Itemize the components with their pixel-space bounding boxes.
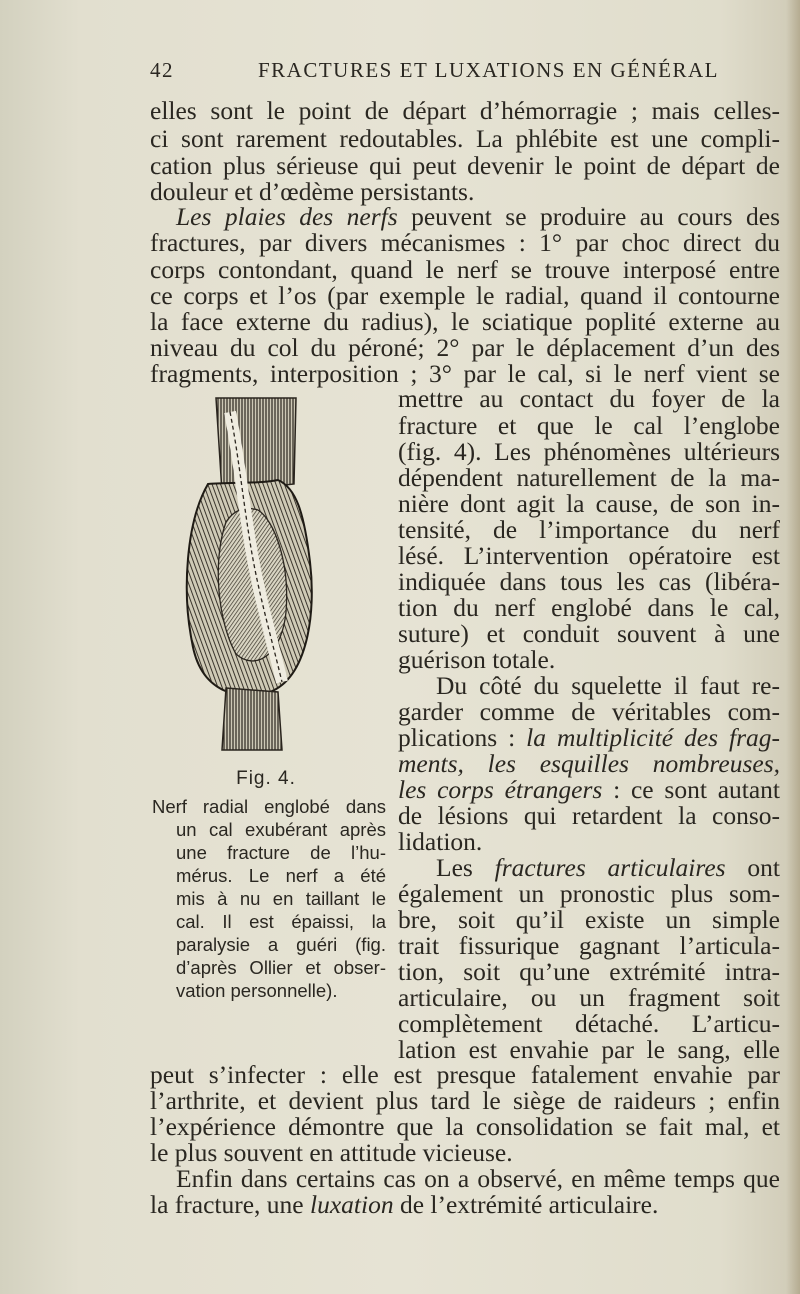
bone-callus-engraving [178, 392, 318, 756]
text-line: suture) et conduit souvent à une [398, 619, 780, 648]
text-line: tion du nerf englobé dans le cal, [398, 593, 780, 622]
text-line: douleur et d’œdème persistants. [150, 177, 475, 206]
figure-caption-line: mis à nu en taillant le [176, 888, 386, 909]
text-line: également un pronostic plus som- [398, 879, 780, 908]
text-line: la fracture, une luxation de l’extrémité articulaire. [150, 1190, 659, 1219]
page-number: 42 [150, 58, 174, 82]
text-line: les corps étrangers : ce sont autant [398, 775, 780, 804]
figure-caption-line: cal. Il est épaissi, la [176, 911, 386, 932]
text-line: tion, soit qu’une extrémité intra- [398, 957, 780, 986]
text-line: fractures, par divers mécanismes : 1° par choc direct du [150, 228, 780, 257]
text-line: Les fractures articulaires ont [436, 853, 780, 882]
text-line: (fig. 4). Les phénomènes ultérieurs [398, 437, 780, 466]
running-head: FRACTURES ET LUXATIONS EN GÉNÉRAL [258, 58, 719, 82]
text-line: tensité, de l’importance du nerf [398, 515, 780, 544]
text-line: Les plaies des nerfs peuvent se produire au cours des [176, 202, 780, 231]
text-line: Du côté du squelette il faut re- [436, 671, 780, 700]
text-line: l’expérience démontre que la consolidation se fait mal, et [150, 1112, 780, 1141]
figure-caption-line: d’après Ollier et obser- [176, 957, 386, 978]
page-header [150, 58, 782, 88]
italic-term: ments, les esquilles nombreuses, [398, 749, 780, 778]
text-line: indiquée dans tous les cas (libéra- [398, 567, 780, 596]
text-line: ci sont rarement redoutables. La phlébite est une compli- [150, 124, 780, 153]
text-line: articulaire, ou un fragment soit [398, 983, 780, 1012]
italic-term: les corps étrangers [398, 775, 603, 804]
text-line: guérison totale. [398, 645, 556, 674]
text-line: nière dont agit la cause, de son in- [398, 489, 780, 518]
text-line: elles sont le point de départ d’hémorragie ; mais celles- [150, 96, 780, 125]
italic-term: fractures articulaires [494, 853, 726, 882]
text-line: fragments, interposition ; 3° par le cal, si le nerf vient se [150, 359, 780, 388]
figure-illustration [178, 392, 318, 756]
text-line: cation plus sérieuse qui peut devenir le point de départ de [150, 151, 780, 180]
text-line: de lésions qui retardent la conso- [398, 801, 780, 830]
text-line: lésé. L’intervention opératoire est [398, 541, 780, 570]
text-line: lidation. [398, 827, 483, 856]
italic-term: luxation [310, 1190, 394, 1219]
text-line: l’arthrite, et devient plus tard le siège de raideurs ; enfin [150, 1086, 780, 1115]
figure-caption-line: paralysie a guéri (fig. [176, 934, 386, 955]
page-edge-shadow [786, 0, 800, 1294]
figure-caption-line: une fracture de l’hu- [176, 842, 386, 863]
text-line: Enfin dans certains cas on a observé, en même temps que [176, 1164, 780, 1193]
figure-caption-line: un cal exubérant après [176, 819, 386, 840]
text-line: ce corps et l’os (par exemple le radial, quand il contourne [150, 281, 780, 310]
text-line: la face externe du radius), le sciatique poplité externe au [150, 307, 780, 336]
text-line: lation est envahie par le sang, elle [398, 1035, 780, 1064]
italic-term: la multiplicité des frag- [526, 723, 780, 752]
text-line: le plus souvent en attitude vicieuse. [150, 1138, 513, 1167]
text-line: dépendent naturellement de la ma- [398, 463, 780, 492]
text-line: mettre au contact du foyer de la [398, 384, 780, 413]
text-line: complètement détaché. L’articu- [398, 1009, 780, 1038]
text-line: garder comme de véritables com- [398, 697, 780, 726]
text-line: niveau du col du péroné; 2° par le déplacement d’un des [150, 333, 780, 362]
text-line: peut s’infecter : elle est presque fatalement envahie par [150, 1060, 780, 1089]
text-line: trait fissurique gagnant l’articula- [398, 931, 780, 960]
text-line: fracture et que le cal l’englobe [398, 411, 780, 440]
italic-term: Les plaies des nerfs [176, 202, 398, 231]
figure-caption-line: Nerf radial englobé dans [152, 796, 386, 817]
text-line: plications : la multiplicité des frag- [398, 723, 780, 752]
text-line: corps contondant, quand le nerf se trouve interposé entre [150, 255, 780, 284]
figure-label: Fig. 4. [236, 768, 296, 789]
figure-caption-line: vation personnelle). [176, 980, 338, 1001]
figure-caption-line: mérus. Le nerf a été [176, 865, 386, 886]
text-line: bre, soit qu’il existe un simple [398, 905, 780, 934]
